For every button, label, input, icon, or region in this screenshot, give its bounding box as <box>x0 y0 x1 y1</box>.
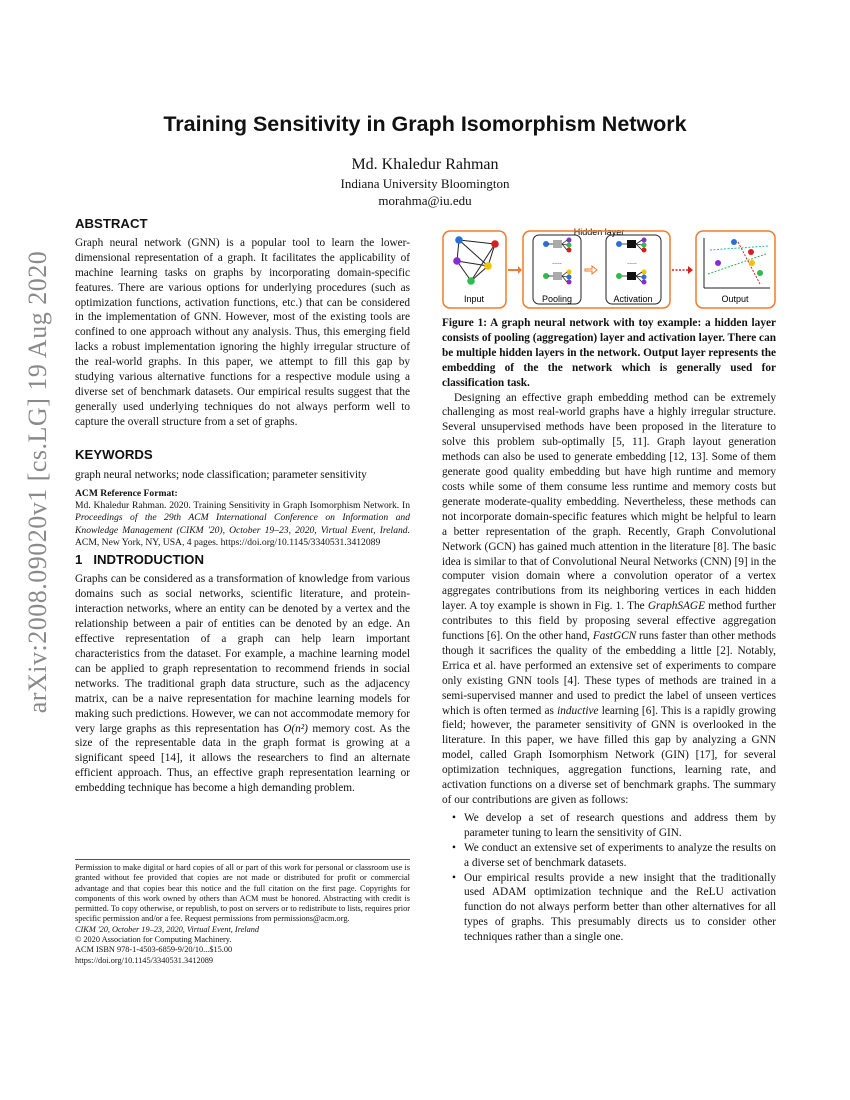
pooling-dots: ..... <box>552 259 562 266</box>
contribution-bullet <box>442 871 776 946</box>
conference-line: CIKM '20, October 19–23, 2020, Virtual Event, Ireland <box>75 924 260 934</box>
activation-label: Activation <box>613 294 653 304</box>
right-text-c: runs faster than other methods though it sacrifices the quality of the embedding a little [2]. Notably, Errica et al. have performed an extensive set of experiments to compare only existing GNN tools [4]. These types of methods are trained in a semi-supervised manner and used to predict the label of unseen vertices which is often termed as <box>442 630 776 717</box>
bullet-text: We develop a set of research questions and address them by parameter tuning to learn the sensitivity of GIN. <box>464 811 776 839</box>
bullet-dot-icon: • <box>452 811 456 824</box>
doi-line: https://doi.org/10.1145/3340531.3412089 <box>75 955 214 965</box>
pooling-label: Pooling <box>541 294 573 304</box>
contribution-bullet <box>442 811 776 841</box>
output-label: Output <box>721 294 749 304</box>
right-inductive: inductive <box>557 704 599 717</box>
right-fastgcn: FastGCN <box>592 630 637 643</box>
introduction-heading <box>75 553 410 568</box>
acm-reference-text <box>75 500 410 550</box>
introduction-title: INDTRODUCTION <box>93 551 204 567</box>
intro-text-a: Graphs can be considered as a transformation of knowledge from various domains such as social networks, scientific literature, and protein-interaction networks, where an entity can be denoted by a vertex and the relationship between a pair of entities can be denoted by an edge. An effective representation of a graph can help learn important characteristics from the dataset. For example, a machine learning model can be applied to graph representation to recommend friends in social networks. The traditional graph data structure, such as the adjacency matrix, can be a naive representation for machine learning models for making such predictions. However, we can not accommodate memory for very large graphs as this representation has <box>75 573 410 735</box>
footnote <box>75 859 410 966</box>
introduction-number: 1 <box>75 551 83 567</box>
right-text-d: learning [6]. This is a rapidly growing field; however, the parameter sensitivity of GNN is overlooked in the literature. In this paper, we have filled this gap by analyzing a GNN model, called Graph Isomorphism Network (GIN) [17], for several optimization techniques, aggregation functions, learning rate, and activation functions on a diverse set of benchmark graphs. The summary of our contributions are given as follows: <box>442 704 776 806</box>
intro-text-b: memory cost. As the size of the representable data in the graph format is growing at a significant speed [14], it allows the researchers to find an alternate efficient approach. Thus, an effective graph representation learning or embedding technique has become a high demanding problem. <box>75 722 410 795</box>
isbn-line: ACM ISBN 978-1-4503-6859-9/20/10...$15.00 <box>75 945 233 955</box>
hidden-layer-label: Hidden layer <box>573 228 625 237</box>
intro-complexity: O(n²) <box>283 722 308 735</box>
author-name: Md. Khaledur Rahman <box>351 156 499 173</box>
right-column <box>442 228 776 945</box>
introduction-paragraph <box>75 572 410 796</box>
keywords-heading: KEYWORDS <box>75 446 153 462</box>
copyright-line: © 2020 Association for Computing Machinery. <box>75 935 232 945</box>
abstract-text: Graph neural network (GNN) is a popular tool to learn the lower-dimensional representation of a graph. It facilitates the applicability of machine learning tasks on graphs by incorporating domain-specific features. There are various options for underlying procedures (such as optimization functions, activation functions, etc.) that can be considered in the implementation of GNN. However, most of the existing tools are confined to one approach without any analysis. Thus, this emerging field lacks a robust implementation ignoring the highly irregular structure of the real-world graphs. In this paper, we attempt to fill this gap by studying various alternative functions for a respective module using a diverse set of benchmark datasets. Our empirical results suggest that the generally used underlying techniques do not always perform well to capture the overall structure from a set of graphs. <box>75 236 410 428</box>
input-label: Input <box>463 294 485 304</box>
bullet-text: Our empirical results provide a new insight that the traditionally used ADAM optimization technique and the ReLU activation function do not always perform better than other alternatives for all types of graphs. This presumably directs us to consider other techniques rather than a single one. <box>464 871 776 944</box>
arxiv-identifier: arXiv:2008.09020v1 [cs.LG] 19 Aug 2020 <box>23 250 52 714</box>
paper-title: Training Sensitivity in Graph Isomorphism Network <box>163 112 687 136</box>
acm-reference-part1: Md. Khaledur Rahman. 2020. Training Sensitivity in Graph Isomorphism Network. In <box>75 499 410 511</box>
author-email: morahma@iu.edu <box>378 193 472 208</box>
abstract-heading: ABSTRACT <box>75 216 148 231</box>
keywords-text: graph neural networks; node classification; parameter sensitivity <box>75 468 367 481</box>
right-text-b: method further contributes to this field by proposing several effective aggregation functions [6]. On the other hand, <box>442 600 776 643</box>
right-text-a: Designing an effective graph embedding method can be extremely challenging as most real-world graphs have a highly irregular structure. Several unsupervised methods have been proposed in the literature to solve this problem sub-optimally [5, 11]. Graph layout generation methods can also be used to generate embedding [12, 13]. Some of them generate good quality embedding but have high runtime and memory costs while some of them consume less runtime and memory costs but generate moderate-quality embedding. Nevertheless, these methods can not incorporate domain-specific features which might be helpful to learn a better representation of the graph. Recently, Graph Convolutional Network (GCN) has gained much attention in the literature [8]. The basic idea is similar to that of Convolutional Neural Networks (CNN) [9] in the computer vision domain where a convolution operator of a vertex aggregates contributions from its neighboring vertices in each hidden layer. A toy example is shown in Fig. 1. The <box>442 391 776 613</box>
author-affiliation: Indiana University Bloomington <box>340 176 510 191</box>
activation-dots: ..... <box>627 259 637 266</box>
contribution-bullet <box>442 841 776 871</box>
right-graphsage: GraphSAGE <box>647 600 705 613</box>
figure-caption-text: A graph neural network with toy example: a hidden layer consists of pooling (aggregation) layer and activation layer. There can be multiple hidden layers in the network. Output layer represents the embedding of the the network which is generally used for classification task. <box>442 317 776 389</box>
acm-reference-heading: ACM Reference Format: <box>75 487 178 499</box>
acm-reference-venue: Proceedings of the 29th ACM International Conference on Information and Knowledge Management (CIKM '20), October 19–23, 2020, Virtual Event, Ireland. <box>75 512 410 536</box>
figure-caption-label: Figure 1: <box>442 317 487 329</box>
bullet-dot-icon: • <box>452 871 456 884</box>
left-column <box>75 217 410 796</box>
permission-notice: Permission to make digital or hard copies of all or part of this work for personal or classroom use is granted without fee provided that copies are not made or distributed for profit or commercial advantage and that copies bear this notice and the full citation on the first page. Copyrights for components of this work owned by others than ACM must be honored. Abstracting with credit is permitted. To copy otherwise, or republish, to post on servers or to redistribute to lists, requires prior specific permission and/or a fee. Request permissions from permissions@acm.org. <box>75 863 410 924</box>
bullet-dot-icon: • <box>452 841 456 854</box>
acm-reference-part2: ACM, New York, NY, USA, 4 pages. https://doi.org/10.1145/3340531.3412089 <box>75 537 381 549</box>
figure-1-caption <box>442 316 776 391</box>
bullet-text: We conduct an extensive set of experiments to analyze the results on a diverse set of benchmark datasets. <box>464 841 776 869</box>
right-paragraph <box>442 391 776 808</box>
